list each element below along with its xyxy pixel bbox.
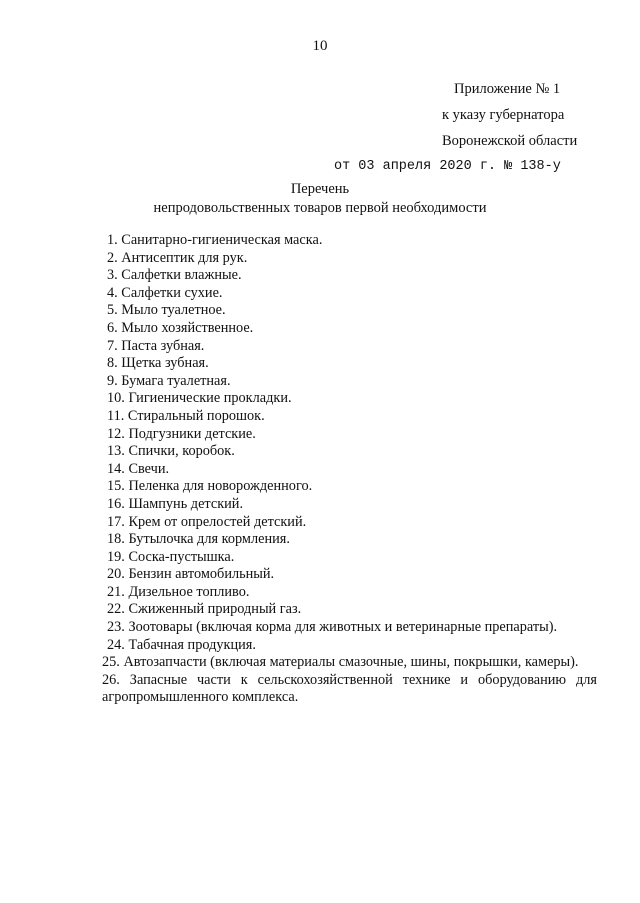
list-item: 6. Мыло хозяйственное. xyxy=(107,319,254,336)
list-item: 14. Свечи. xyxy=(107,460,170,477)
list-item: 11. Стиральный порошок. xyxy=(107,407,265,424)
list-item: 8. Щетка зубная. xyxy=(107,355,209,372)
list-item: 13. Спички, коробок. xyxy=(107,443,235,460)
appendix-header xyxy=(334,76,610,180)
appendix-decree: к указу губернатора xyxy=(442,107,565,123)
list-item: 1. Санитарно-гигиеническая маска. xyxy=(107,232,323,248)
list-item: 21. Дизельное топливо. xyxy=(107,583,250,600)
list-item: 3. Салфетки влажные. xyxy=(107,267,242,284)
list-item: 19. Соска-пустышка. xyxy=(107,548,235,565)
title-line-2: непродовольственных товаров первой необходимости xyxy=(153,200,487,216)
list-item: 15. Пеленка для новорожденного. xyxy=(107,478,313,495)
list-title xyxy=(0,180,640,218)
appendix-title: Приложение № 1 xyxy=(454,81,561,97)
list-item: 24. Табачная продукция. xyxy=(107,636,256,653)
list-item: 17. Крем от опрелостей детский. xyxy=(107,513,307,530)
list-item: 9. Бумага туалетная. xyxy=(107,372,231,389)
list-item: 12. Подгузники детские. xyxy=(107,425,256,442)
list-item: 23. Зоотовары (включая корма для животных и ветеринарные препараты). xyxy=(107,619,558,636)
list-item: 2. Антисептик для рук. xyxy=(107,249,248,266)
list-item: 10. Гигиенические прокладки. xyxy=(107,390,292,407)
list-item: 25. Автозапчасти (включая материалы смазочные, шины, покрышки, камеры). xyxy=(102,654,579,671)
list-item: 4. Салфетки сухие. xyxy=(107,284,223,301)
appendix-region: Воронежской области xyxy=(442,133,578,149)
list-item: 20. Бензин автомобильный. xyxy=(107,566,275,583)
list-item: 22. Сжиженный природный газ. xyxy=(107,601,302,618)
title-line-1: Перечень xyxy=(290,181,350,197)
goods-list xyxy=(102,232,597,707)
appendix-date-number: от 03 апреля 2020 г. № 138-у xyxy=(334,159,561,174)
list-item: 18. Бутылочка для кормления. xyxy=(107,531,290,548)
list-item: 5. Мыло туалетное. xyxy=(107,302,226,319)
list-item: 26. Запасные части к сельскохозяйственной технике и оборудованию для агропромышленного комплекса. xyxy=(102,671,597,706)
page-number: 10 xyxy=(312,38,328,54)
list-item: 16. Шампунь детский. xyxy=(107,495,244,512)
list-item: 7. Паста зубная. xyxy=(107,337,205,354)
